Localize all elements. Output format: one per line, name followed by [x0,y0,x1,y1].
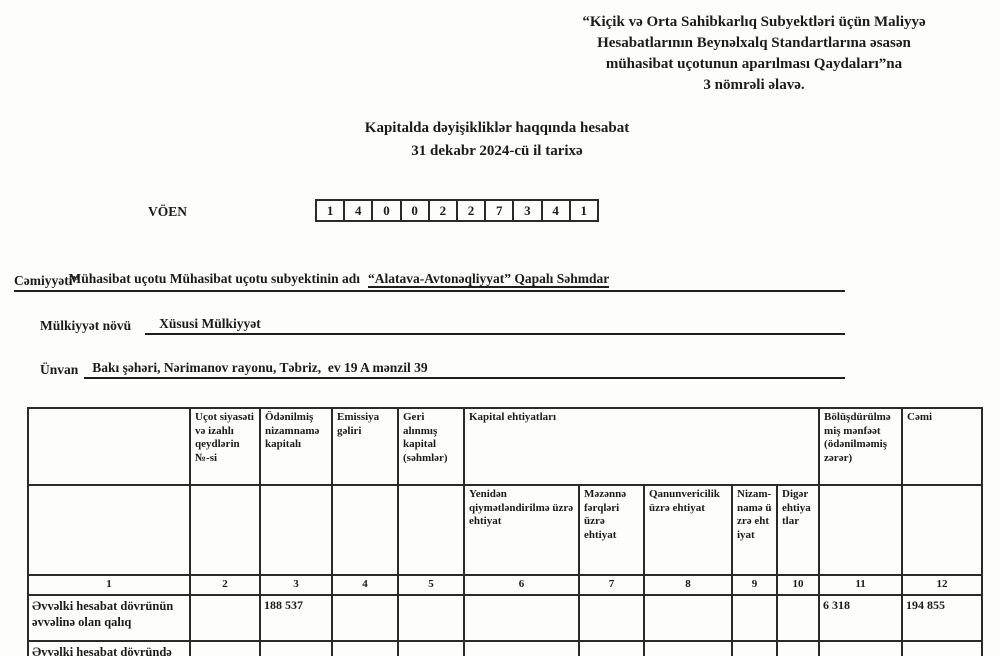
header-cell-total: Cəmi [902,408,982,485]
cell-value [819,641,902,656]
column-number: 8 [644,575,732,595]
voen-digit-box: 4 [541,199,571,222]
voen-digit-box: 1 [569,199,599,222]
ownership-type-blank-line [267,314,845,335]
table-row-previous-period [28,641,982,656]
subject-name-line-2 [14,271,845,292]
address-line [40,358,845,379]
column-number: 11 [819,575,902,595]
report-title-line-1: Kapitalda dəyişikliklər haqqında hesabat [364,120,630,136]
row-label: Əvvəlki hesabat dövründə [28,641,190,656]
header-subcell-empty [28,485,190,575]
table-row-opening-balance [28,595,982,641]
voen-digit-box: 2 [456,199,486,222]
voen-label: VÖEN [148,204,188,219]
header-subcell-exchange-differences-reserve: Məzənnə fərqləri üzrə ehtiyat [579,485,644,575]
report-title [292,117,702,163]
cell-value [777,595,819,641]
address-label: Ünvan [40,362,79,377]
header-cell-paid-charter-capital: Ödənilmiş nizamnamə kapitalı [260,408,332,485]
subject-name-value-line-1: “Alatava-Avtonəqliyyat” Qapalı Səhmdar [367,271,610,286]
cell-value [464,641,579,656]
header-subcell-other-reserves: Digər ehtiyatlar [777,485,819,575]
cell-value [902,641,982,656]
header-subcell-empty [190,485,260,575]
ownership-type-line [40,314,845,335]
cell-value [732,595,777,641]
cell-value [190,641,260,656]
voen-digit-box: 3 [512,199,542,222]
ownership-type-label: Mülkiyyət növü [40,318,132,333]
appendix-line-2: Hesabatlarının Beynəlxalq Standartlarına əsasən [597,35,911,51]
voen-digit-box: 1 [315,199,345,222]
cell-value [579,595,644,641]
header-cell-row-label [28,408,190,485]
cell-value [398,641,464,656]
column-number: 6 [464,575,579,595]
header-subcell-empty [819,485,902,575]
voen-digit-box: 2 [428,199,458,222]
subject-name-value-line-2: Cəmiyyəti” [14,271,79,292]
appendix-line-3: mühasibat uçotunun aparılması Qaydaları”na [605,56,903,72]
voen-digit-box: 0 [400,199,430,222]
appendix-note [514,12,994,96]
cell-value [644,641,732,656]
header-subcell-empty [398,485,464,575]
column-number: 4 [332,575,398,595]
column-number: 1 [28,575,190,595]
header-cell-share-premium: Emissiya gəliri [332,408,398,485]
cell-value [398,595,464,641]
voen-digit-box: 0 [371,199,401,222]
column-number: 3 [260,575,332,595]
header-cell-capital-reserves-group: Kapital ehtiyatları [464,408,819,485]
column-numbers-row [28,575,982,595]
address-value: Bakı şəhəri, Nərimanov rayonu, Təbriz, ev 19 A mənzil 39 [84,358,431,379]
column-number: 9 [732,575,777,595]
voen-digit-boxes [315,199,599,222]
cell-value [777,641,819,656]
cell-value: 6 318 [819,595,902,641]
header-subcell-charter-reserve: Nizam-namə üzrə ehtiyat [732,485,777,575]
ownership-type-value: Xüsusi Mülkiyyət [145,314,267,335]
cell-value [260,641,332,656]
cell-value [579,641,644,656]
equity-changes-table-wrap [27,407,983,656]
cell-value [464,595,579,641]
row-label: Əvvəlki hesabat dövrünün əvvəlinə olan qalıq [28,595,190,641]
column-number: 12 [902,575,982,595]
column-number: 10 [777,575,819,595]
equity-changes-table [27,407,983,656]
column-number: 2 [190,575,260,595]
report-title-line-2: 31 dekabr 2024-cü il tarixə [411,143,583,159]
header-subcell-legal-reserve: Qanunvericilik üzrə ehtiyat [644,485,732,575]
appendix-line-1: “Kiçik və Orta Sahibkarlıq Subyektləri üçün Maliyyə [582,14,926,30]
voen-digit-box: 7 [484,199,514,222]
header-cell-accounting-policy-notes: Uçot siyasəti və izahlı qeydlərin №-si [190,408,260,485]
address-blank-line [432,358,845,379]
header-subcell-empty [332,485,398,575]
column-number: 7 [579,575,644,595]
cell-value: 194 855 [902,595,982,641]
header-subcell-empty [902,485,982,575]
subject-name-label: Mühasibat uçotu Mühasibat uçotu subyektinin adı [68,271,360,286]
header-cell-treasury-shares: Geri alınmış kapital (səhmlər) [398,408,464,485]
cell-value [332,595,398,641]
cell-value [190,595,260,641]
header-subcell-empty [260,485,332,575]
cell-value [732,641,777,656]
header-cell-retained-earnings: Bölüşdürülməmiş mənfəət (ödənilməmiş zərər) [819,408,902,485]
voen-digit-box: 4 [343,199,373,222]
table-header-row-2 [28,485,982,575]
cell-value: 188 537 [260,595,332,641]
header-subcell-revaluation-reserve: Yenidən qiymətləndirilmə üzrə ehtiyat [464,485,579,575]
subject-name-blank-line [79,271,845,292]
appendix-line-4: 3 nömrəli əlavə. [703,77,805,93]
table-header-row-1 [28,408,982,485]
cell-value [332,641,398,656]
cell-value [644,595,732,641]
column-number: 5 [398,575,464,595]
